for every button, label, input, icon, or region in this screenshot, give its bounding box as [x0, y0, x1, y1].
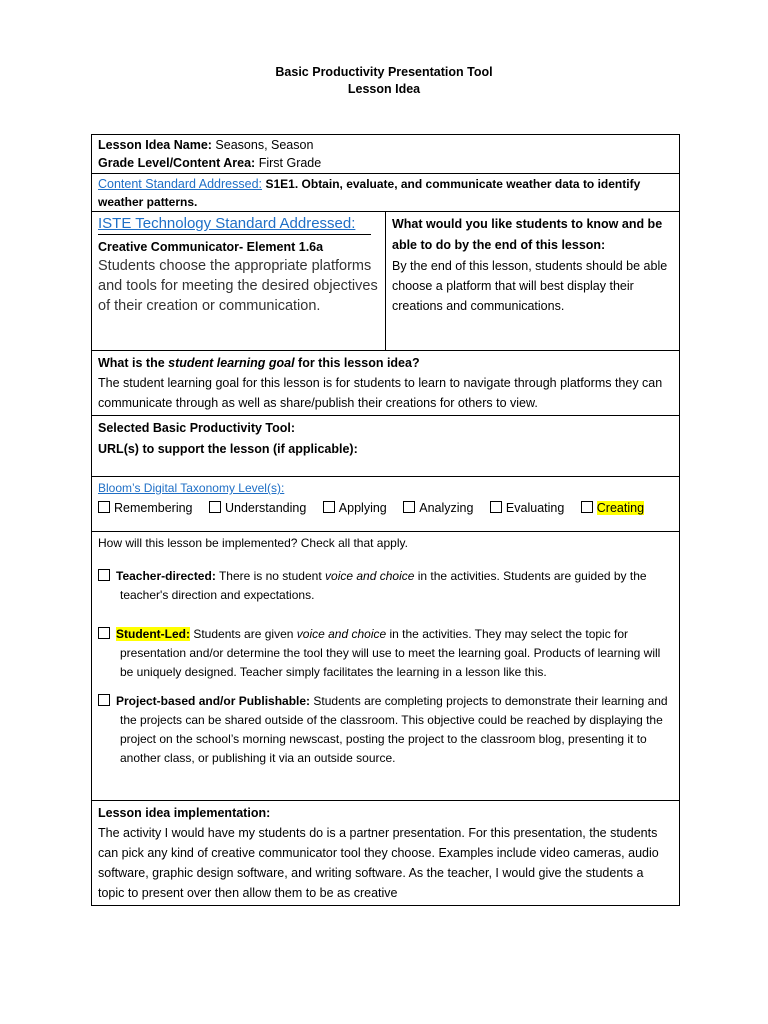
- lesson-info-row: [92, 135, 680, 174]
- bloom-option-understanding[interactable]: Understanding: [209, 501, 306, 515]
- implementation-question: How will this lesson be implemented? Check all that apply.: [98, 536, 408, 550]
- checkbox-icon: [403, 501, 415, 513]
- iste-row: [92, 212, 680, 351]
- know-do-answer: By the end of this lesson, students should be able choose a platform that will best display their creations and communications.: [392, 259, 668, 313]
- tool-row: [92, 416, 680, 477]
- checkbox-icon: [98, 569, 110, 581]
- bloom-option-remembering[interactable]: Remembering: [98, 501, 193, 515]
- checkbox-icon: [323, 501, 335, 513]
- selected-tool-label: Selected Basic Productivity Tool:: [98, 421, 296, 435]
- checkbox-icon: [98, 501, 110, 513]
- iste-description: Students choose the appropriate platforms and tools for meeting the desired objectives of their creation or communication.: [98, 258, 378, 314]
- bloom-option-analyzing[interactable]: Analyzing: [403, 501, 473, 515]
- grade-level-label: Grade Level/Content Area:: [98, 156, 256, 170]
- document-subtitle: Lesson Idea: [347, 82, 421, 96]
- url-label: URL(s) to support the lesson (if applicable):: [98, 442, 358, 456]
- learning-goal-answer: The student learning goal for this lesson is for students to learn to navigate through platforms they can communicate through as well as share/publish their creations for others to view.: [98, 376, 663, 410]
- lesson-implementation-label: Lesson idea implementation:: [98, 806, 271, 820]
- bloom-options: [98, 499, 673, 517]
- lesson-name-label: Lesson Idea Name:: [98, 138, 212, 152]
- teacher-directed-option[interactable]: Teacher-directed: There is no student voice and choice in the activities. Students are guided by the teacher's direction and expectations.: [98, 567, 673, 605]
- lesson-implementation-text: The activity I would have my students do is a partner presentation. For this presentation, the students can pick any kind of creative communicator tool they choose. Examples include video cameras, audio software, graphic design software, and writing software. As the teacher, I would give the students a topic to present over then allow them to be as creative: [98, 826, 659, 900]
- implementation-row: [92, 532, 680, 801]
- checkbox-icon: [490, 501, 502, 513]
- grade-level-value: First Grade: [258, 156, 322, 170]
- student-led-option[interactable]: Student-Led: Students are given voice and choice in the activities. They may select the topic for presentation and/or determine the tool they will use to meet the learning goal. Products of learning will be uniquely designed. Teacher simply facilitates the learning in a lesson like this.: [98, 625, 673, 682]
- iste-element: Creative Communicator- Element 1.6a: [98, 240, 324, 254]
- bloom-row: [92, 477, 680, 532]
- iste-standard-link[interactable]: ISTE Technology Standard Addressed:: [98, 215, 356, 232]
- lesson-name-value: Seasons, Season: [215, 138, 314, 152]
- bloom-option-applying[interactable]: Applying: [323, 501, 387, 515]
- know-do-question: What would you like students to know and be able to do by the end of this lesson:: [392, 217, 663, 252]
- content-standard-link[interactable]: Content Standard Addressed:: [98, 177, 263, 191]
- lesson-form-table: [91, 134, 680, 906]
- project-based-option[interactable]: Project-based and/or Publishable: Students are completing projects to demonstrate their learning and the projects can be shared outside of the classroom. This objective could be reached by displaying the project on the school’s morning newscast, posting the project to the classroom blog, presenting it to another class, or publishing it via an outside source.: [98, 692, 673, 768]
- learning-goal-question: What is the student learning goal for this lesson idea?: [98, 356, 420, 370]
- checkbox-icon: [98, 694, 110, 706]
- checkbox-icon: [581, 501, 593, 513]
- checkbox-icon: [209, 501, 221, 513]
- content-standard-value: S1E1. Obtain, evaluate, and communicate weather data to identify weather patterns.: [98, 177, 641, 209]
- document-header: [0, 64, 768, 98]
- bloom-option-evaluating[interactable]: Evaluating: [490, 501, 564, 515]
- bloom-option-creating[interactable]: Creating: [581, 501, 644, 515]
- checkbox-icon: [98, 627, 110, 639]
- document-title: Basic Productivity Presentation Tool: [275, 65, 493, 79]
- content-standard-row: [92, 174, 680, 212]
- learning-goal-row: [92, 351, 680, 416]
- bloom-taxonomy-link[interactable]: Bloom’s Digital Taxonomy Level(s):: [98, 481, 285, 495]
- lesson-implementation-row: [92, 801, 680, 906]
